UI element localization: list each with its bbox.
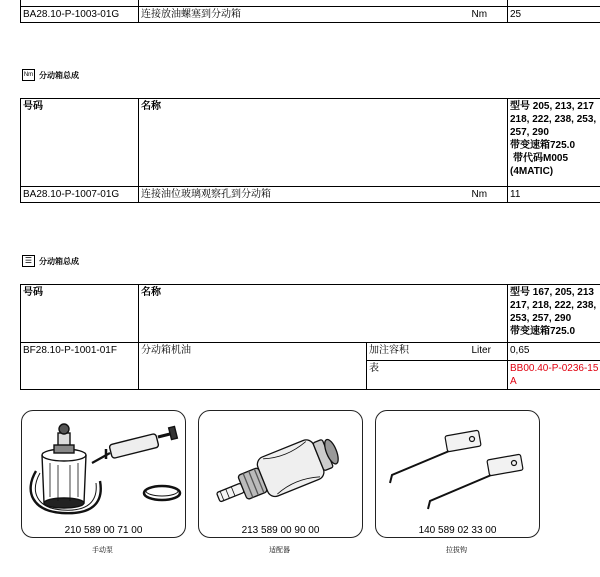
apply-line: 带变速箱725.0 — [510, 140, 576, 151]
header-code: 号码 — [21, 285, 139, 343]
header-code: 号码 — [21, 99, 139, 187]
list-icon: ☰ — [22, 255, 35, 267]
section-title-text: 分动箱总成 — [39, 256, 79, 266]
tool-card-extractor-hook — [375, 410, 540, 538]
row-code: BA28.10-P-1007-01G — [21, 187, 139, 203]
tool-part-number: 140 589 02 33 00 — [418, 525, 497, 536]
row-code: BA28.10-P-1003-01G — [21, 7, 139, 23]
row-desc: 分动箱机油 — [139, 343, 367, 390]
row-value: 0,65 — [508, 343, 600, 361]
section-title — [22, 255, 79, 267]
apply-line: 带变速箱725.0 — [510, 326, 576, 337]
tool-caption: 手动泵 — [92, 547, 113, 554]
apply-line: (4MATIC) — [510, 166, 554, 177]
row-desc: 连接放油螺塞到分动箱 — [139, 7, 367, 23]
hand-pump-illustration — [22, 411, 185, 523]
row-label: 加注容积 — [367, 343, 470, 361]
reference-line[interactable]: BB00.40-P-0236-15 — [510, 363, 599, 374]
extractor-hook-illustration — [376, 411, 539, 523]
cell-blank — [367, 187, 470, 203]
row-unit: Nm — [470, 187, 508, 203]
apply-line: 带代码M005 — [513, 153, 569, 164]
apply-line: 型号 205, 213, 217 — [510, 101, 594, 112]
section-title — [22, 69, 79, 81]
section-title-text: 分动箱总成 — [39, 70, 79, 80]
row-label: 表 — [367, 361, 470, 390]
row-code: BF28.10-P-1001-01F — [21, 343, 139, 390]
top-torque-table — [20, 0, 600, 23]
fill-capacity-table — [20, 284, 600, 390]
row-unit: Liter — [470, 343, 508, 361]
header-applicability — [508, 285, 600, 343]
tool-card-hand-pump — [21, 410, 186, 538]
tool-caption: 适配器 — [269, 547, 290, 554]
header-name: 名称 — [139, 99, 367, 187]
cell-blank — [367, 7, 470, 23]
tool-part-number: 213 589 00 90 00 — [241, 525, 320, 536]
tool-caption: 拉拔钩 — [446, 547, 467, 554]
apply-line: 型号 167, 205, 213 — [510, 287, 594, 298]
reference-line[interactable]: A — [510, 376, 517, 387]
apply-line: 218, 222, 238, 253, — [510, 114, 597, 125]
torque-icon: Nm — [22, 69, 35, 81]
row-unit: Nm — [470, 7, 508, 23]
cell-blank — [367, 99, 470, 187]
row-value: 11 — [508, 187, 600, 203]
reference-link[interactable] — [508, 361, 600, 390]
cell-blank — [470, 361, 508, 390]
header-name: 名称 — [139, 285, 367, 343]
tool-card-adapter — [198, 410, 363, 538]
apply-line: 257, 290 — [510, 127, 549, 138]
adapter-illustration — [199, 411, 362, 523]
apply-line: 217, 218, 222, 238, — [510, 300, 597, 311]
torque-table — [20, 98, 600, 203]
cell-blank — [470, 99, 508, 187]
row-value: 25 — [508, 7, 600, 23]
apply-line: 253, 257, 290 — [510, 313, 572, 324]
cell-blank — [470, 285, 508, 343]
row-desc: 连接油位玻璃观察孔到分动箱 — [139, 187, 367, 203]
header-applicability — [508, 99, 600, 187]
tool-part-number: 210 589 00 71 00 — [64, 525, 143, 536]
cell-blank — [367, 285, 470, 343]
